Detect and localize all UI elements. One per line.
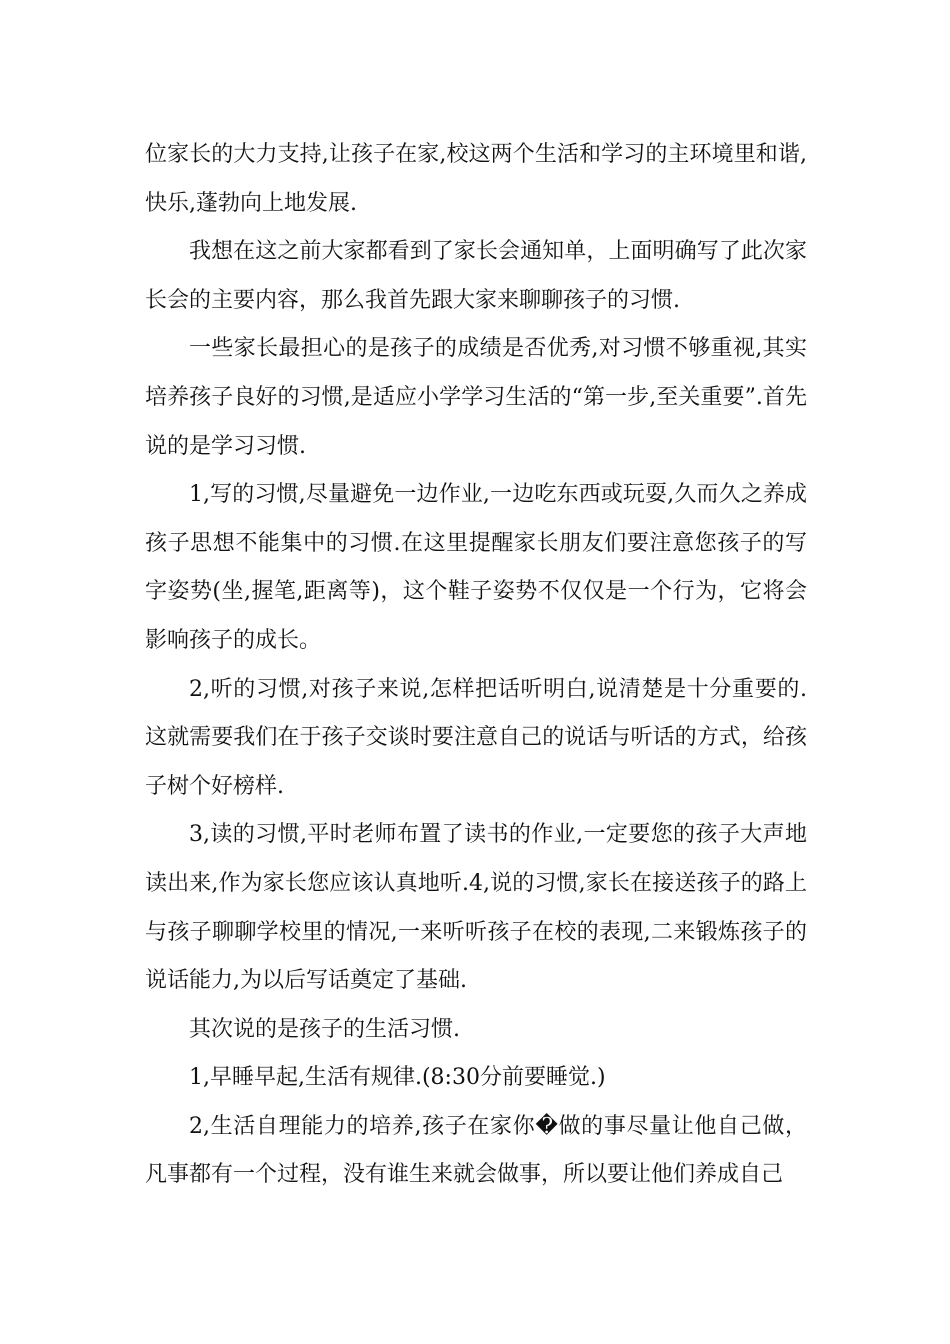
paragraph: 我想在这之前大家都看到了家长会通知单，上面明确写了此次家长会的主要内容，那么我首先跟大家来聊聊孩子的习惯. bbox=[145, 239, 807, 313]
paragraph: 3,读的习惯,平时老师布置了读书的作业,一定要您的孩子大声地读出来,作为家长您应该认真地听.4,说的习惯,家长在接送孩子的路上与孩子聊聊学校里的情况,一来听听孩子在校的表现,二来锻炼孩子的说话能力,为以后写话奠定了基础. bbox=[145, 822, 807, 994]
paragraph: 位家长的大力支持,让孩子在家,校这两个生活和学习的主环境里和谐,快乐,蓬勃向上地发展. bbox=[145, 142, 807, 216]
paragraph: 1,写的习惯,尽量避免一边作业,一边吃东西或玩耍,久而久之养成孩子思想不能集中的习惯.在这里提醒家长朋友们要注意您孩子的写字姿势(坐,握笔,距离等)，这个鞋子姿势不仅仅是一个行为，它将会影响孩子的成长。 bbox=[145, 482, 807, 653]
paragraph: 2,听的习惯,对孩子来说,怎样把话听明白,说清楚是十分重要的.这就需要我们在于孩子交谈时要注意自己的说话与听话的方式，给孩子树个好榜样. bbox=[145, 676, 807, 799]
paragraph: 2,生活自理能力的培养,孩子在家你�做的事尽量让他自己做，凡事都有一个过程，没有谁生来就会做事，所以要让他们养成自己 bbox=[145, 1113, 807, 1188]
paragraph: 其次说的是孩子的生活习惯. bbox=[189, 1016, 460, 1042]
paragraph: 一些家长最担心的是孩子的成绩是否优秀,对习惯不够重视,其实培养孩子良好的习惯,是适应小学学习生活的“第一步,至关重要”.首先说的是学习习惯. bbox=[145, 336, 807, 459]
paragraph: 1,早睡早起,生活有规律.(8:30分前要睡觉.) bbox=[189, 1065, 606, 1091]
document-body bbox=[145, 131, 807, 1200]
